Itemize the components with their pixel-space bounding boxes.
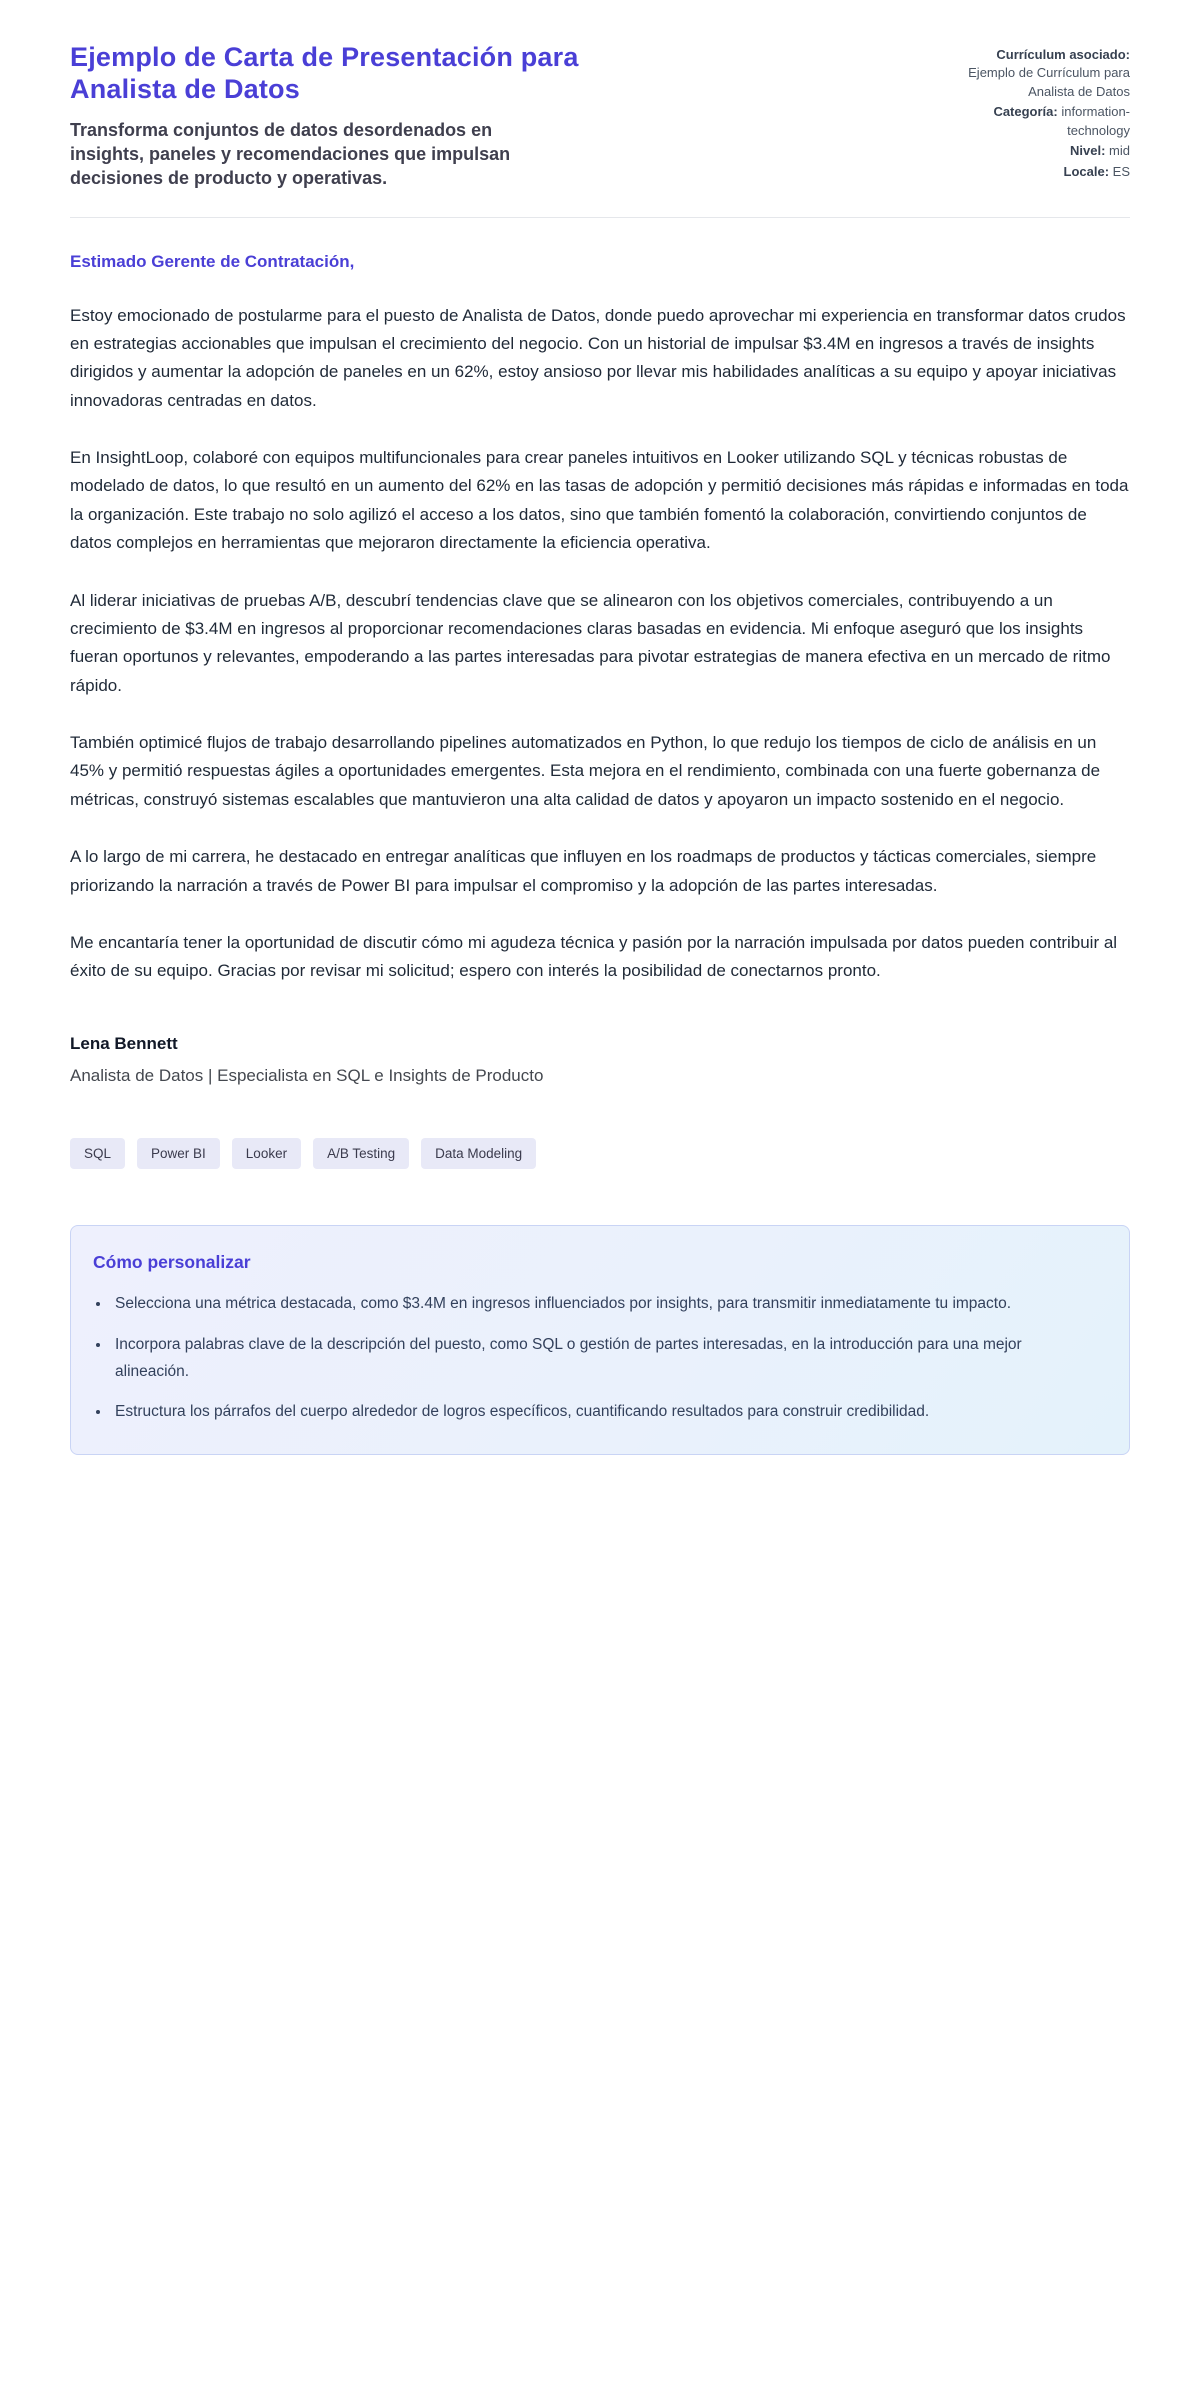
meta-value-level: mid [1109, 143, 1130, 159]
meta-value-resume: Ejemplo de Currículum para Analista de Datos [968, 65, 1130, 99]
letter-paragraph: También optimicé flujos de trabajo desarrollando pipelines automatizados en Python, lo que redujo los tiempos de ciclo de análisis en un 45% y permitió respuestas ágiles a oportunidades emergentes. Esta mejora en el rendimiento, combinada con una fuerte gobernanza de métricas, construyó sistemas escalables que mantuvieron una alta calidad de datos y apoyaron un impacto sostenido en el negocio. [70, 733, 1101, 809]
meta-row-category [950, 103, 1130, 140]
meta-row-resume [950, 46, 1130, 101]
customize-title: Cómo personalizar [93, 1252, 251, 1273]
customize-tip-list [93, 1291, 1099, 1426]
signature-name: Lena Bennett [70, 1033, 178, 1053]
letter-paragraph: Estoy emocionado de postularme para el puesto de Analista de Datos, donde puedo aprovechar mi experiencia en transformar datos crudos en estrategias accionables que impulsan el crecimiento del negocio. Con un historial de impulsar $3.4M en ingresos a través de insights dirigidos y aumentar la adopción de paneles en un 62%, estoy ansioso por llevar mis habilidades analíticas a su equipo y apoyar iniciativas innovadoras centradas en datos. [70, 305, 1126, 410]
header-divider [70, 217, 1130, 218]
meta-row-level [950, 142, 1130, 160]
letter-salutation: Estimado Gerente de Contratación, [70, 251, 355, 271]
skill-tag-ab-testing: A/B Testing [313, 1138, 409, 1170]
skill-tags [70, 1138, 1130, 1170]
letter-paragraph: Al liderar iniciativas de pruebas A/B, descubrí tendencias clave que se alinearon con los objetivos comerciales, contribuyendo a un crecimiento de $3.4M en ingresos al proporcionar recomendaciones claras basadas en evidencia. Mi enfoque aseguró que los insights fueran oportunos y relevantes, empoderando a las partes interesadas para pivotar estrategias de manera efectiva en un mercado de ritmo rápido. [70, 590, 1111, 695]
skill-tag-power-bi: Power BI [137, 1138, 220, 1170]
skill-tag-sql: SQL [70, 1138, 125, 1170]
meta-row-locale [950, 163, 1130, 181]
skill-tag-looker: Looker [232, 1138, 301, 1170]
meta-label-resume: Currículum asociado: [996, 47, 1130, 62]
page-subtitle: Transforma conjuntos de datos desordenados en insights, paneles y recomendaciones que impulsan decisiones de producto y operativas. [70, 119, 511, 189]
meta-panel [950, 42, 1130, 183]
customize-tip: • Estructura los párrafos del cuerpo alrededor de logros específicos, cuantificando resultados para construir credibilidad. [111, 1399, 1061, 1426]
meta-label-level: Nivel: [1070, 143, 1106, 159]
meta-value-locale: ES [1112, 163, 1130, 179]
customize-tip: • Incorpora palabras clave de la descripción del puesto, como SQL o gestión de partes interesadas, en la introducción para una mejor alineación. [111, 1332, 1061, 1385]
meta-value-category: information-technology [1061, 104, 1130, 138]
skill-tag-data-modeling: Data Modeling [421, 1138, 536, 1170]
header [70, 42, 1130, 191]
header-title-block [70, 42, 630, 191]
meta-label-locale: Locale: [1063, 163, 1110, 179]
letter-paragraph: Me encantaría tener la oportunidad de discutir cómo mi agudeza técnica y pasión por la narración impulsada por datos pueden contribuir al éxito de su equipo. Gracias por revisar mi solicitud; espero con interés la posibilidad de conectarnos pronto. [70, 932, 1118, 981]
signature-title: Analista de Datos | Especialista en SQL e Insights de Producto [70, 1065, 544, 1085]
customize-callout [70, 1225, 1130, 1455]
meta-label-category: Categoría: [993, 104, 1058, 120]
page-title: Ejemplo de Carta de Presentación para Analista de Datos [70, 42, 579, 104]
letter-body [70, 252, 1130, 1086]
letter-paragraph: A lo largo de mi carrera, he destacado en entregar analíticas que influyen en los roadmaps de productos y tácticas comerciales, siempre priorizando la narración a través de Power BI para impulsar el compromiso y la adopción de las partes interesadas. [70, 847, 1097, 895]
letter-paragraph: En InsightLoop, colaboré con equipos multifuncionales para crear paneles intuitivos en Looker utilizando SQL y técnicas robustas de modelado de datos, lo que resultó en un aumento del 62% en las tasas de adopción y permitió decisiones más rápidas e informadas en toda la organización. Este trabajo no solo agilizó el acceso a los datos, sino que también fomentó la colaboración, convirtiendo conjuntos de datos complejos en herramientas que mejoraron directamente la eficiencia operativa. [70, 448, 1129, 553]
customize-tip: • Selecciona una métrica destacada, como $3.4M en ingresos influenciados por insights, para transmitir inmediatamente tu impacto. [111, 1291, 1061, 1318]
signature-block [70, 1034, 1130, 1086]
